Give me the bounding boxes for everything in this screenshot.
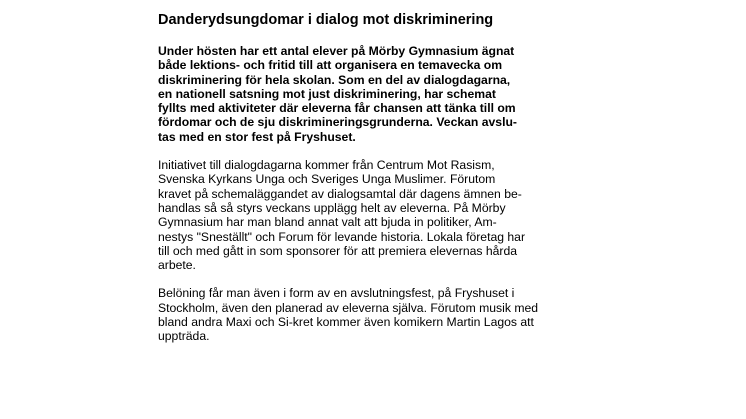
paragraph-line: Belöning får man även i form av en avslutningsfest, på Fryshuset i (158, 286, 515, 301)
body-paragraph-initiative (158, 158, 578, 272)
lead-line: en nationell satsning mot just diskriminering, har schemat (158, 86, 496, 101)
paragraph-line: kravet på schemaläggandet av dialogsamtal där dagens ämnen be- (158, 186, 522, 201)
paragraph-line: nestys "Sneställt" och Forum för levande historia. Lokala företag har (158, 229, 526, 244)
paragraph-line: Gymnasium har man bland annat valt att bjuda in politiker, Am- (158, 215, 497, 230)
article-lead (158, 44, 578, 144)
paragraph-line: handlas så så styrs veckans upplägg helt av eleverna. På Mörby (158, 200, 506, 215)
lead-line: Under hösten har ett antal elever på Mörby Gymnasium ägnat (158, 44, 515, 58)
lead-line: diskriminering för hela skolan. Som en del av dialogdagarna, (158, 72, 511, 87)
lead-line: fördomar och de sju diskrimineringsgrunderna. Veckan avslu- (158, 115, 517, 130)
article-title: Danderydsungdomar i dialog mot diskriminering (158, 12, 494, 28)
paragraph-line: uppträda. (158, 329, 210, 344)
paragraph-line: Stockholm, även den planerad av eleverna själva. Förutom musik med (158, 300, 539, 315)
article (158, 11, 578, 358)
paragraph-line: Svenska Kyrkans Unga och Sveriges Unga Muslimer. Förutom (158, 172, 496, 187)
paragraph-line: till och med gått in som sponsorer för att premiera elevernas hårda (158, 243, 518, 258)
lead-line: tas med en stor fest på Fryshuset. (158, 129, 356, 144)
lead-line: fyllts med aktiviteter där eleverna får chansen att tänka till om (158, 101, 516, 116)
paragraph-line: bland andra Maxi och Si-kret kommer även komikern Martin Lagos att (158, 315, 534, 330)
lead-line: både lektions- och fritid till att organisera en temavecka om (158, 58, 503, 73)
paragraph-line: arbete. (158, 258, 196, 273)
body-paragraph-reward (158, 286, 578, 343)
paragraph-line: Initiativet till dialogdagarna kommer från Centrum Mot Rasism, (158, 158, 495, 173)
